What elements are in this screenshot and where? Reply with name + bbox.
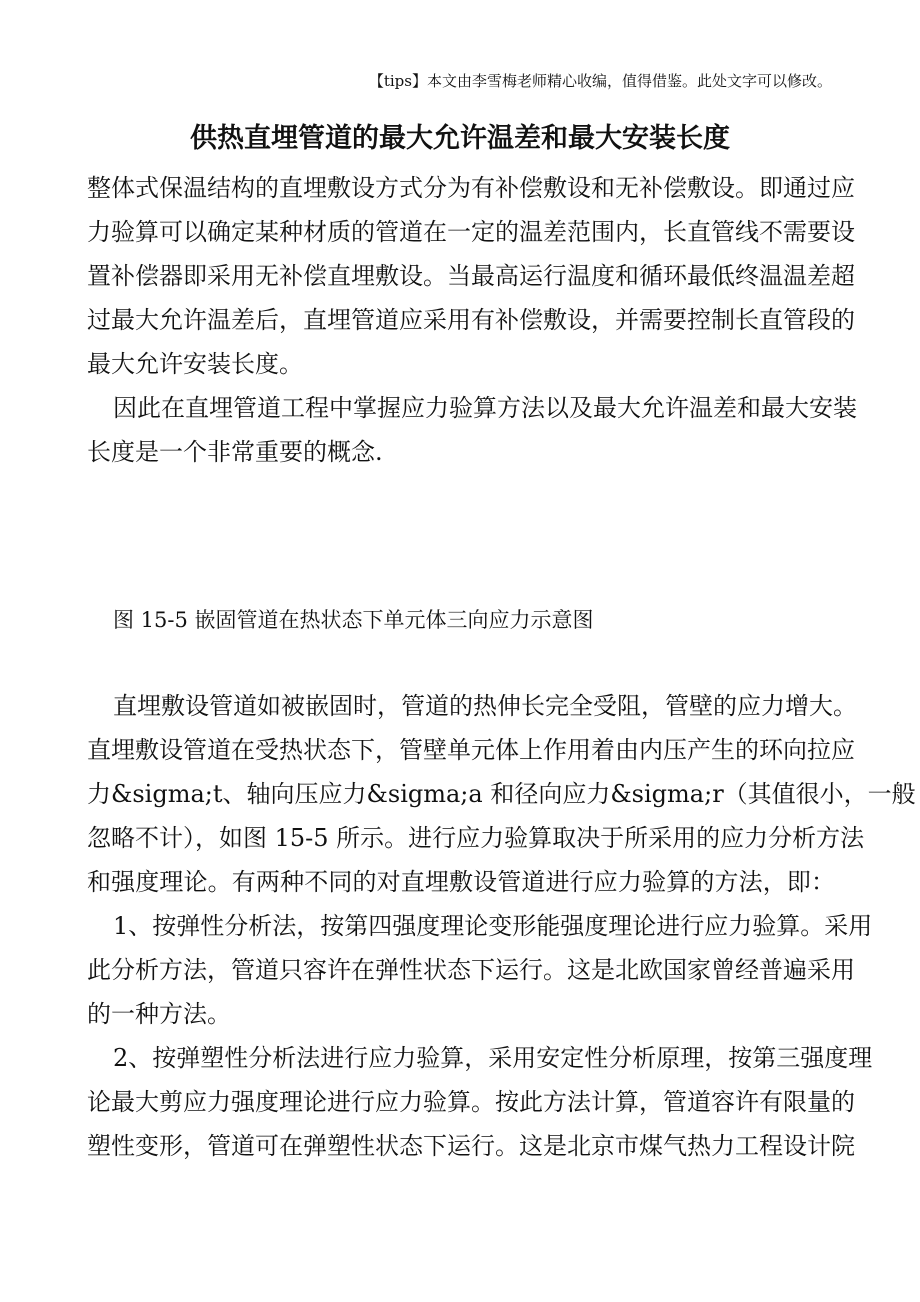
tips-note: 【tips】本文由李雪梅老师精心收编，值得借鉴。此处文字可以修改。 <box>368 72 832 90</box>
list-item-method-1 <box>87 904 873 1036</box>
text-line: 的一种方法。 <box>87 1000 231 1028</box>
text-line: 力&sigma;t、轴向压应力&sigma;a 和径向应力&sigma;r（其值很小，一般 <box>87 780 916 808</box>
text-line: 力验算可以确定某种材质的管道在一定的温差范围内，长直管线不需要设 <box>87 218 855 246</box>
text-line: 2、按弹塑性分析法进行应力验算，采用安定性分析原理，按第三强度理 <box>113 1044 873 1072</box>
text-line: 因此在直埋管道工程中掌握应力验算方法以及最大允许温差和最大安装 <box>113 394 857 422</box>
text-line: 直埋敷设管道如被嵌固时，管道的热伸长完全受阻，管壁的应力增大。 <box>113 692 857 720</box>
text-line: 塑性变形，管道可在弹塑性状态下运行。这是北京市煤气热力工程设计院 <box>87 1132 855 1160</box>
paragraph-importance <box>87 386 857 474</box>
text-line: 整体式保温结构的直埋敷设方式分为有补偿敷设和无补偿敷设。即通过应 <box>87 174 855 202</box>
text-line: 直埋敷设管道在受热状态下，管壁单元体上作用着由内压产生的环向拉应 <box>87 736 855 764</box>
paragraph-intro <box>87 166 855 386</box>
document-title: 供热直埋管道的最大允许温差和最大安装长度 <box>190 123 730 154</box>
list-item-method-2 <box>87 1036 873 1168</box>
text-line: 长度是一个非常重要的概念. <box>87 438 383 466</box>
text-line: 过最大允许温差后，直埋管道应采用有补偿敷设，并需要控制长直管段的 <box>87 306 855 334</box>
text-line: 最大允许安装长度。 <box>87 350 303 378</box>
text-line: 和强度理论。有两种不同的对直埋敷设管道进行应力验算的方法，即： <box>87 868 835 896</box>
figure-caption: 图 15-5 嵌固管道在热状态下单元体三向应力示意图 <box>113 608 594 632</box>
text-line: 忽略不计），如图 15-5 所示。进行应力验算取决于所采用的应力分析方法 <box>87 824 865 852</box>
text-line: 此分析方法，管道只容许在弹性状态下运行。这是北欧国家曾经普遍采用 <box>87 956 855 984</box>
text-line: 置补偿器即采用无补偿直埋敷设。当最高运行温度和循环最低终温温差超 <box>87 262 855 290</box>
paragraph-stress <box>87 684 916 904</box>
text-line: 1、按弹性分析法，按第四强度理论变形能强度理论进行应力验算。采用 <box>113 912 873 940</box>
text-line: 论最大剪应力强度理论进行应力验算。按此方法计算，管道容许有限量的 <box>87 1088 855 1116</box>
